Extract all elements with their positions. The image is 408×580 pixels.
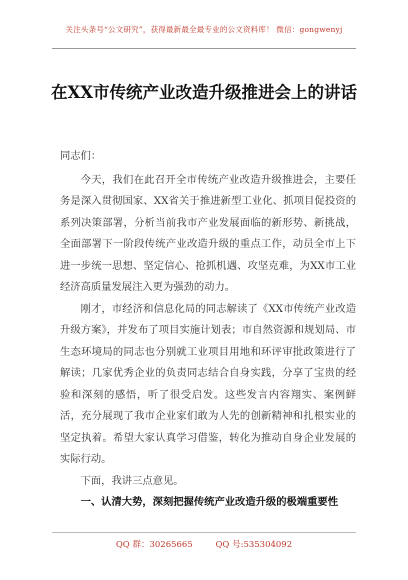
paragraph-1: 今天，我们在此召开全市传统产业改造升级推进会，主要任务是深入贯彻国家、XX省关于推进新型工业化、抓项目促投资的系列决策部署，分析当前我市产业发展面临的新形势、新挑战，全面部署下一阶段传统产业改造升级的重点工作，动员全市上下进一步统一思想、坚定信心、抢抓机遇、攻坚克难，为XX市工业经济高质量发展注入更为强劲的动力。	[60, 173, 356, 293]
document-body	[60, 146, 356, 514]
page-title: 在XX市传统产业改造升级推进会上的讲话	[50, 83, 358, 102]
paragraph-3: 下面，我讲三点意见。	[80, 474, 184, 487]
header-note: 关注头条号“公文研究”，获得最新最全最专业的公文资料库！ 微信：gongwenyj	[65, 25, 343, 34]
footer	[0, 538, 408, 550]
section-heading-1: 一、认清大势，深刻把握传统产业改造升级的极端重要性	[80, 496, 339, 508]
paragraph-2: 刚才，市经济和信息化局的同志解读了《XX市传统产业改造升级方案》，并发布了项目实施计划表；市自然资源和规划局、市生态环境局的同志也分别就工业项目用地和环评审批政策进行了解读；几家优秀企业的负责同志结合自身实践，分享了宝贵的经验和深刻的感悟，听了很受启发。这些发言内容翔实、案例鲜活，充分展现了我市企业家们敢为人先的创新精神和扎根实业的坚定执着。希望大家认真学习借鉴，转化为推动自身企业发展的实际行动。	[60, 302, 356, 465]
header-divider	[52, 48, 356, 49]
greeting: 同志们：	[60, 150, 102, 162]
footer-divider	[52, 532, 356, 533]
footer-qq-number: QQ 号:535304092	[215, 540, 293, 550]
footer-qq-group: QQ 群：30265665	[115, 540, 193, 550]
